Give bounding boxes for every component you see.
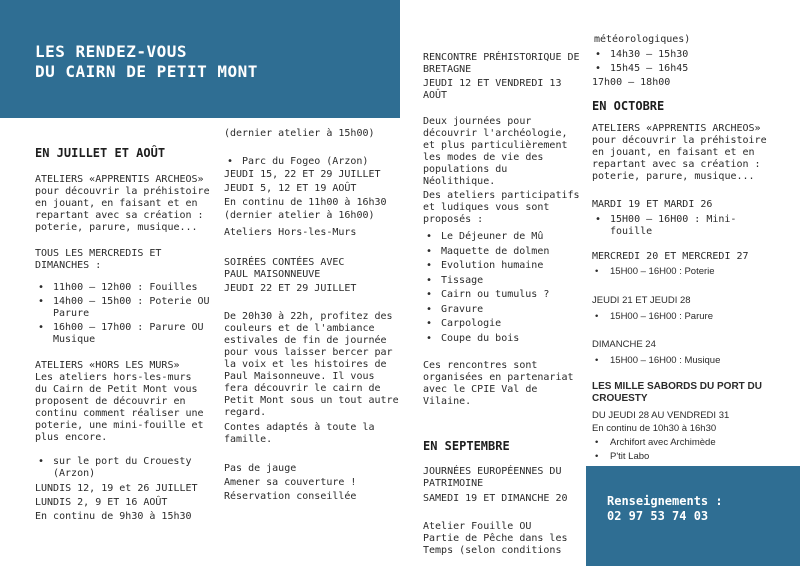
intro-block: ATELIERS «APPRENTIS ARCHEOS» pour découvrir la préhistoire en jouant, en faisant et en repartant avec sa création : poterie, parure, musique...	[592, 123, 767, 182]
soirees-block: SOIRÉES CONTÉES AVEC PAUL MAISONNEUVE JEUDI 22 ET 29 JUILLET	[224, 257, 357, 294]
list-item: • P'tit Labo	[592, 450, 792, 464]
contact-info	[607, 494, 723, 524]
list-item: • 14h30 – 15h30	[592, 48, 792, 62]
deux-journees: Deux journées pour découvrir l'archéologie, et plus particulièrement les modes de vie des populations du Néolithique.	[423, 116, 568, 187]
list-item: • sur le port du Crouesty (Arzon)	[35, 456, 215, 480]
partenariat-note: Ces rencontres sont organisées en partenariat avec le CPIE Val de Vilaine.	[423, 360, 574, 407]
event-heading: LES MILLE SABORDS DU PORT DU CROUESTY	[592, 381, 763, 404]
times-list	[592, 48, 792, 76]
schedule-list	[592, 266, 792, 278]
column-1	[35, 146, 215, 524]
list-item: • Coupe du bois	[423, 332, 583, 347]
journees-block: JOURNÉES EUROPÉENNES DU PATRIMOINE SAMEDI 19 ET DIMANCHE 20	[423, 466, 568, 504]
practical-info: Pas de jauge Amener sa couverture ! Réservation conseillée	[224, 463, 357, 502]
contes-note: Contes adaptés à toute la famille.	[224, 422, 375, 445]
location-list	[224, 156, 404, 168]
list-item: • 15H00 – 16H00 : Mini- fouille	[592, 214, 792, 238]
list-item: • 15H00 – 16H00 : Poterie	[592, 266, 792, 278]
event-dates: DU JEUDI 28 AU VENDREDI 31 En continu de 10h30 à 16h30	[592, 410, 730, 434]
list-item: • Archifort avec Archimède	[592, 436, 792, 450]
soirees-description: De 20h30 à 22h, profitez des couleurs et de l'ambiance estivales de fin de journée pour vous laisser bercer par la voix et les histoires de Paul Maisonneuve. Il vous fera découvrir le cairn de Petit Mont sous un tout autre regard.	[224, 311, 399, 418]
info-label: Renseignements :	[607, 494, 723, 508]
schedule-block: TOUS LES MERCREDIS ET DIMANCHES :	[35, 248, 162, 271]
list-item: • 15H00 – 16H00 : Parure	[592, 311, 792, 323]
hors-les-murs-block: ATELIERS «HORS LES MURS» Les ateliers hors-les-murs du Cairn de Petit Mont vous proposent de découvrir en continu comment réaliser une poterie, une mini-fouille et plus encore.	[35, 360, 204, 443]
list-item: • 14h00 – 15h00 : Poterie OU Parure	[35, 296, 215, 320]
list-item: • Carpologie	[423, 317, 583, 332]
list-item: • Cairn ou tumulus ?	[423, 288, 583, 303]
date-heading: JEUDI 21 ET JEUDI 28	[592, 295, 691, 306]
intro-block: ATELIERS «APPRENTIS ARCHEOS» pour découvrir la préhistoire en jouant, en faisant et en repartant avec sa création : poterie, parure, musique...	[35, 174, 210, 233]
column-4: météorologiques) • 14h30 – 15h30 • 15h45 – 16h45 17h00 – 18h00 EN OCTOBRE ATELIERS «APPRENTIS ARCHEOS» pour découvrir la préhistoire en jouant, en faisant et en repartant avec sa création : poterie, parure, musique... MARDI 19 ET MARDI 26 • 15H00 – 16H00 : Mini- fouille MERCREDI 20 ET MERCREDI 27 • 15H00 – 16H00 : Poterie JEUDI 21 ET JEUDI 28 • 15H00 – 16H00 : Parure DIMANCHE 24 • 15H00 – 16H00 : Musique LES MILLE SABORDS DU PORT DU CROUESTY DU JEUDI 28 AU VENDREDI 31 En continu de 10h30 à 16h30 • Archifort avec Archimède • P'tit Labo	[592, 34, 792, 464]
section-heading: EN OCTOBRE	[592, 99, 665, 113]
list-item: • 15h45 – 16h45	[592, 62, 792, 76]
page-title	[35, 42, 385, 82]
title-line: DU CAIRN DE PETIT MONT	[35, 62, 258, 81]
schedule-list	[592, 311, 792, 323]
list-item: • Parc du Fogeo (Arzon)	[224, 156, 404, 168]
list-item: • Gravure	[423, 303, 583, 318]
date-heading: DIMANCHE 24	[592, 339, 656, 350]
list-item: • Tissage	[423, 274, 583, 289]
column-2: (dernier atelier à 15h00) • Parc du Fogeo (Arzon) JEUDI 15, 22 ET 29 JUILLET JEUDI 5, 12 ET 19 AOÛT En continu de 11h00 à 16h30 (dernier atelier à 16h00) Ateliers Hors-les-Murs SOIRÉES CONTÉES AVEC PAUL MAISONNEUVE JEUDI 22 ET 29 JUILLET De 20h30 à 22h, profitez des couleurs et de l'ambiance estivales de fin de journée pour vous laisser bercer par la voix et les histoires de Paul Maisonneuve. Il vous fera découvrir le cairn de Petit Mont sous un tout autre regard. Contes adaptés à toute la famille. Pas de jauge Amener sa couverture ! Réservation conseillée	[224, 128, 404, 504]
fogeo-block: JEUDI 15, 22 ET 29 JUILLET JEUDI 5, 12 ET 19 AOÛT En continu de 11h00 à 16h30 (dernier atelier à 16h00) Ateliers Hors-les-Murs	[224, 169, 387, 238]
title-line: LES RENDEZ-VOUS	[35, 42, 187, 61]
list-item: • Maquette de dolmen	[423, 245, 583, 260]
list-item: • Evolution humaine	[423, 259, 583, 274]
phone-number: 02 97 53 74 03	[607, 509, 709, 523]
atelier-fouille: Atelier Fouille OU Partie de Pêche dans les Temps (selon conditions	[423, 521, 568, 556]
ateliers-list	[423, 230, 583, 346]
list-item: • Le Déjeuner de Mû	[423, 230, 583, 245]
port-dates: LUNDIS 12, 19 et 26 JUILLET LUNDIS 2, 9 ET 16 AOÛT En continu de 9h30 à 15h30	[35, 483, 198, 522]
column-3	[423, 52, 583, 557]
location-list	[35, 456, 215, 480]
date-heading: MERCREDI 20 ET MERCREDI 27	[592, 251, 749, 262]
list-item: • 16h00 – 17h00 : Parure OU Musique	[35, 322, 215, 346]
rencontre-block: RENCONTRE PRÉHISTORIQUE DE BRETAGNE JEUDI 12 ET VENDREDI 13 AOÛT	[423, 52, 580, 101]
list-item: • 15H00 – 16H00 : Musique	[592, 355, 792, 367]
date-heading: MARDI 19 ET MARDI 26	[592, 199, 713, 210]
event-list	[592, 436, 792, 464]
list-item: • 11h00 – 12h00 : Fouilles	[35, 282, 215, 294]
schedule-list	[592, 214, 792, 238]
schedule-list	[35, 282, 215, 346]
ateliers-intro: Des ateliers participatifs et ludiques vous sont proposés :	[423, 190, 580, 225]
section-heading: EN SEPTEMBRE	[423, 439, 510, 453]
section-heading: EN JUILLET ET AOÛT	[35, 146, 166, 160]
schedule-list	[592, 355, 792, 367]
